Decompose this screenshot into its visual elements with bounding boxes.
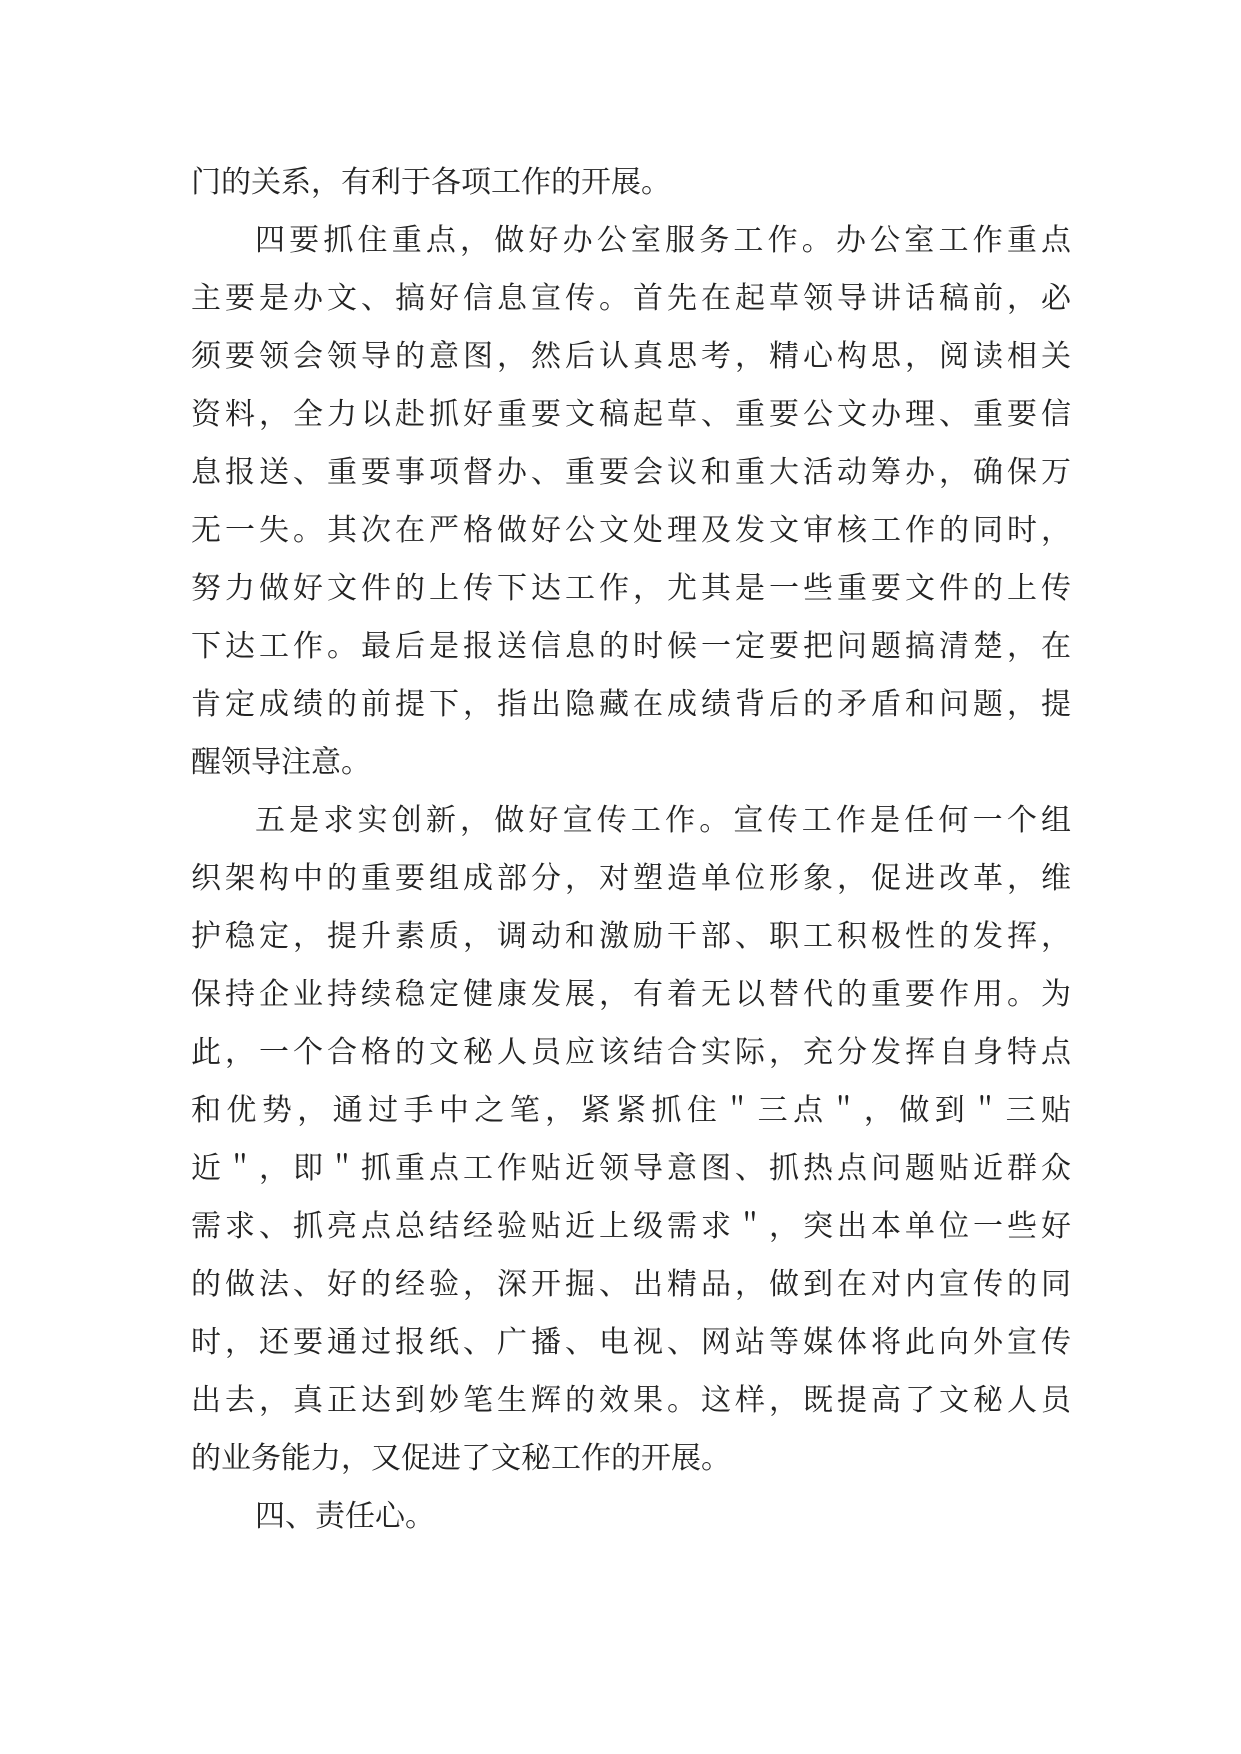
text-line: 肯定成绩的前提下，指出隐藏在成绩背后的矛盾和问题，提 bbox=[191, 687, 1071, 722]
text-line: 的业务能力，又促进了文秘工作的开展。 bbox=[191, 1441, 731, 1476]
text-line: 息报送、重要事项督办、重要会议和重大活动筹办，确保万 bbox=[191, 455, 1071, 490]
text-line: 门的关系，有利于各项工作的开展。 bbox=[191, 165, 671, 200]
text-line: 四要抓住重点，做好办公室服务工作。办公室工作重点 bbox=[255, 223, 1071, 258]
text-line: 出去，真正达到妙笔生辉的效果。这样，既提高了文秘人员 bbox=[191, 1383, 1071, 1418]
text-line: 时，还要通过报纸、广播、电视、网站等媒体将此向外宣传 bbox=[191, 1325, 1071, 1360]
text-line: 须要领会领导的意图，然后认真思考，精心构思，阅读相关 bbox=[191, 339, 1071, 374]
paragraph-continuation bbox=[191, 154, 1071, 212]
text-line: 和优势，通过手中之笔，紧紧抓住＂三点＂，做到＂三贴 bbox=[191, 1093, 1071, 1128]
paragraph-office-service bbox=[191, 212, 1071, 792]
text-line: 五是求实创新，做好宣传工作。宣传工作是任何一个组 bbox=[255, 803, 1071, 838]
text-line: 保持企业持续稳定健康发展，有着无以替代的重要作用。为 bbox=[191, 977, 1071, 1012]
text-line: 需求、抓亮点总结经验贴近上级需求＂，突出本单位一些好 bbox=[191, 1209, 1071, 1244]
text-line: 近＂，即＂抓重点工作贴近领导意图、抓热点问题贴近群众 bbox=[191, 1151, 1071, 1186]
text-line: 主要是办文、搞好信息宣传。首先在起草领导讲话稿前，必 bbox=[191, 281, 1071, 316]
text-line: 醒领导注意。 bbox=[191, 745, 371, 780]
paragraph-publicity-work bbox=[191, 792, 1071, 1488]
text-line: 的做法、好的经验，深开掘、出精品，做到在对内宣传的同 bbox=[191, 1267, 1071, 1302]
text-line: 此，一个合格的文秘人员应该结合实际，充分发挥自身特点 bbox=[191, 1035, 1071, 1070]
text-line: 织架构中的重要组成部分，对塑造单位形象，促进改革，维 bbox=[191, 861, 1071, 896]
section-heading-responsibility bbox=[191, 1488, 1071, 1546]
text-line: 资料，全力以赴抓好重要文稿起草、重要公文办理、重要信 bbox=[191, 397, 1071, 432]
text-line: 努力做好文件的上传下达工作，尤其是一些重要文件的上传 bbox=[191, 571, 1071, 606]
text-line: 无一失。其次在严格做好公文处理及发文审核工作的同时， bbox=[191, 513, 1071, 548]
text-line: 四、责任心。 bbox=[255, 1499, 435, 1534]
text-line: 护稳定，提升素质，调动和激励干部、职工积极性的发挥， bbox=[191, 919, 1071, 954]
document-body bbox=[191, 154, 1071, 1546]
text-line: 下达工作。最后是报送信息的时候一定要把问题搞清楚，在 bbox=[191, 629, 1071, 664]
